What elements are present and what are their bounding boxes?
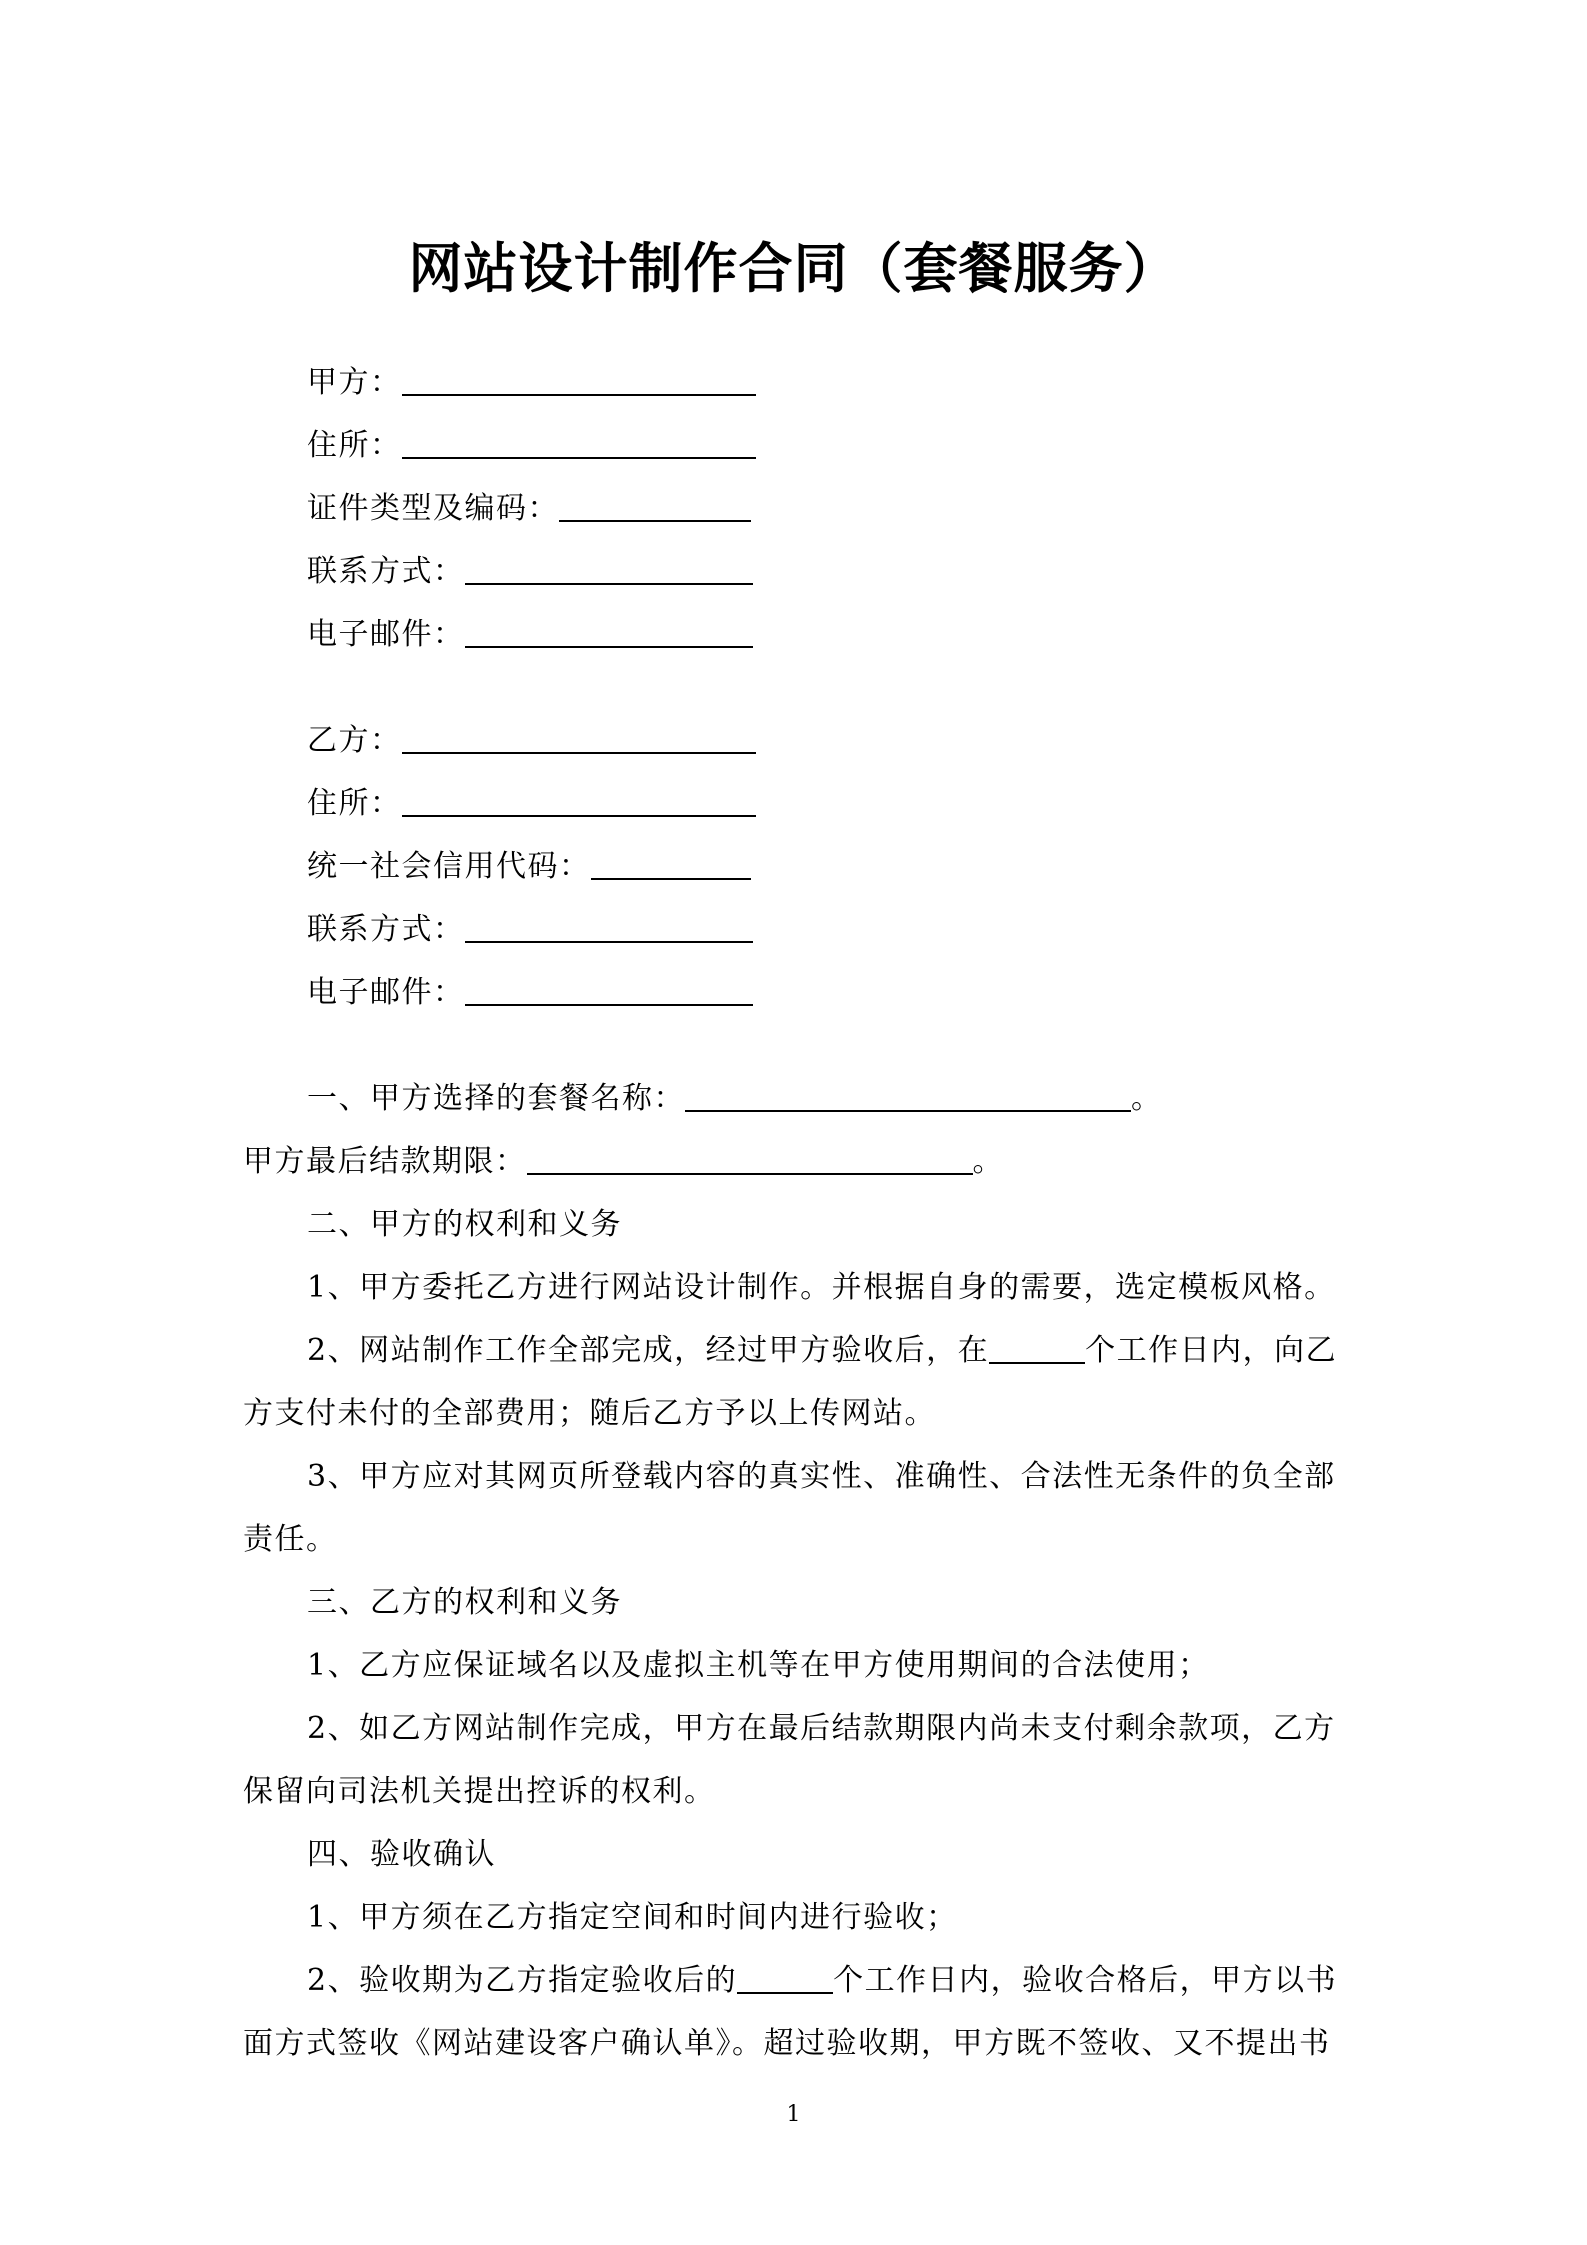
- party-a-email-label: 电子邮件：: [307, 617, 465, 652]
- party-a-contact-label: 联系方式：: [307, 554, 465, 589]
- payment-deadline-end: 。: [972, 1144, 1004, 1179]
- party-b-credit-code-line: [307, 847, 751, 887]
- section3-item1: 1、乙方应保证域名以及虚拟主机等在甲方使用期间的合法使用；: [307, 1648, 1210, 1683]
- party-a-contact-blank[interactable]: [465, 553, 753, 585]
- acceptance-days-blank[interactable]: [737, 1962, 833, 1994]
- party-b-email-label: 电子邮件：: [307, 975, 465, 1010]
- package-name-line: [307, 1079, 1163, 1119]
- document-title: 网站设计制作合同（套餐服务）: [408, 236, 1179, 300]
- section4-heading: 四、验收确认: [307, 1837, 496, 1872]
- party-a-id-blank[interactable]: [559, 490, 751, 522]
- party-a-id-label: 证件类型及编码：: [307, 491, 559, 526]
- party-a-name-label: 甲方：: [307, 365, 402, 400]
- package-name-label: 一、甲方选择的套餐名称：: [307, 1081, 685, 1116]
- party-a-name-line: [307, 363, 756, 403]
- section2-item2-line2: 方支付未付的全部费用；随后乙方予以上传网站。: [243, 1396, 936, 1431]
- party-b-address-blank[interactable]: [402, 785, 756, 817]
- party-b-credit-code-label: 统一社会信用代码：: [307, 849, 591, 884]
- party-a-address-line: [307, 426, 756, 466]
- section4-item1: 1、甲方须在乙方指定空间和时间内进行验收；: [307, 1900, 958, 1935]
- party-a-contact-line: [307, 552, 753, 592]
- section3-item2-line1: 2、如乙方网站制作完成，甲方在最后结款期限内尚未支付剩余款项，乙方: [307, 1711, 1336, 1746]
- section2-item3-line1: 3、甲方应对其网页所登载内容的真实性、准确性、合法性无条件的负全部: [307, 1459, 1336, 1494]
- section3-item2-line2: 保留向司法机关提出控诉的权利。: [243, 1774, 716, 1809]
- party-a-address-label: 住所：: [307, 428, 402, 463]
- section4-item2-line2: 面方式签收《网站建设客户确认单》。超过验收期，甲方既不签收、又不提出书: [243, 2026, 1331, 2061]
- payment-deadline-blank[interactable]: [527, 1143, 973, 1175]
- party-a-email-blank[interactable]: [465, 616, 753, 648]
- work-days-blank[interactable]: [989, 1332, 1085, 1364]
- party-a-id-line: [307, 489, 751, 529]
- section2-item2-part2: 个工作日内，向乙: [1085, 1333, 1338, 1368]
- section2-item3-line2: 责任。: [243, 1522, 338, 1557]
- party-b-contact-line: [307, 910, 753, 950]
- section3-heading: 三、乙方的权利和义务: [307, 1585, 622, 1620]
- section2-item2-part1: 2、网站制作工作全部完成，经过甲方验收后，在: [307, 1333, 990, 1368]
- party-b-email-blank[interactable]: [465, 974, 753, 1006]
- package-name-end: 。: [1131, 1081, 1163, 1116]
- party-b-credit-code-blank[interactable]: [591, 848, 751, 880]
- party-b-contact-blank[interactable]: [465, 911, 753, 943]
- package-name-blank[interactable]: [685, 1080, 1131, 1112]
- party-b-address-line: [307, 784, 756, 824]
- party-b-name-blank[interactable]: [402, 722, 756, 754]
- page-number: 1: [786, 2102, 801, 2127]
- section4-item2-part1: 2、验收期为乙方指定验收后的: [307, 1963, 738, 1998]
- section2-heading: 二、甲方的权利和义务: [307, 1207, 622, 1242]
- section2-item1: 1、甲方委托乙方进行网站设计制作。并根据自身的需要，选定模板风格。: [307, 1270, 1336, 1305]
- section4-item2-line1: [307, 1961, 1337, 2001]
- party-b-contact-label: 联系方式：: [307, 912, 465, 947]
- party-b-email-line: [307, 973, 753, 1013]
- party-b-address-label: 住所：: [307, 786, 402, 821]
- section2-item2-line1: [307, 1331, 1337, 1371]
- party-a-address-blank[interactable]: [402, 427, 756, 459]
- party-b-name-label: 乙方：: [307, 723, 402, 758]
- payment-deadline-label: 甲方最后结款期限：: [243, 1144, 527, 1179]
- party-a-email-line: [307, 615, 753, 655]
- party-a-name-blank[interactable]: [402, 364, 756, 396]
- payment-deadline-line: [243, 1142, 1004, 1182]
- party-b-name-line: [307, 721, 756, 761]
- section4-item2-part2: 个工作日内，验收合格后，甲方以书: [833, 1963, 1338, 1998]
